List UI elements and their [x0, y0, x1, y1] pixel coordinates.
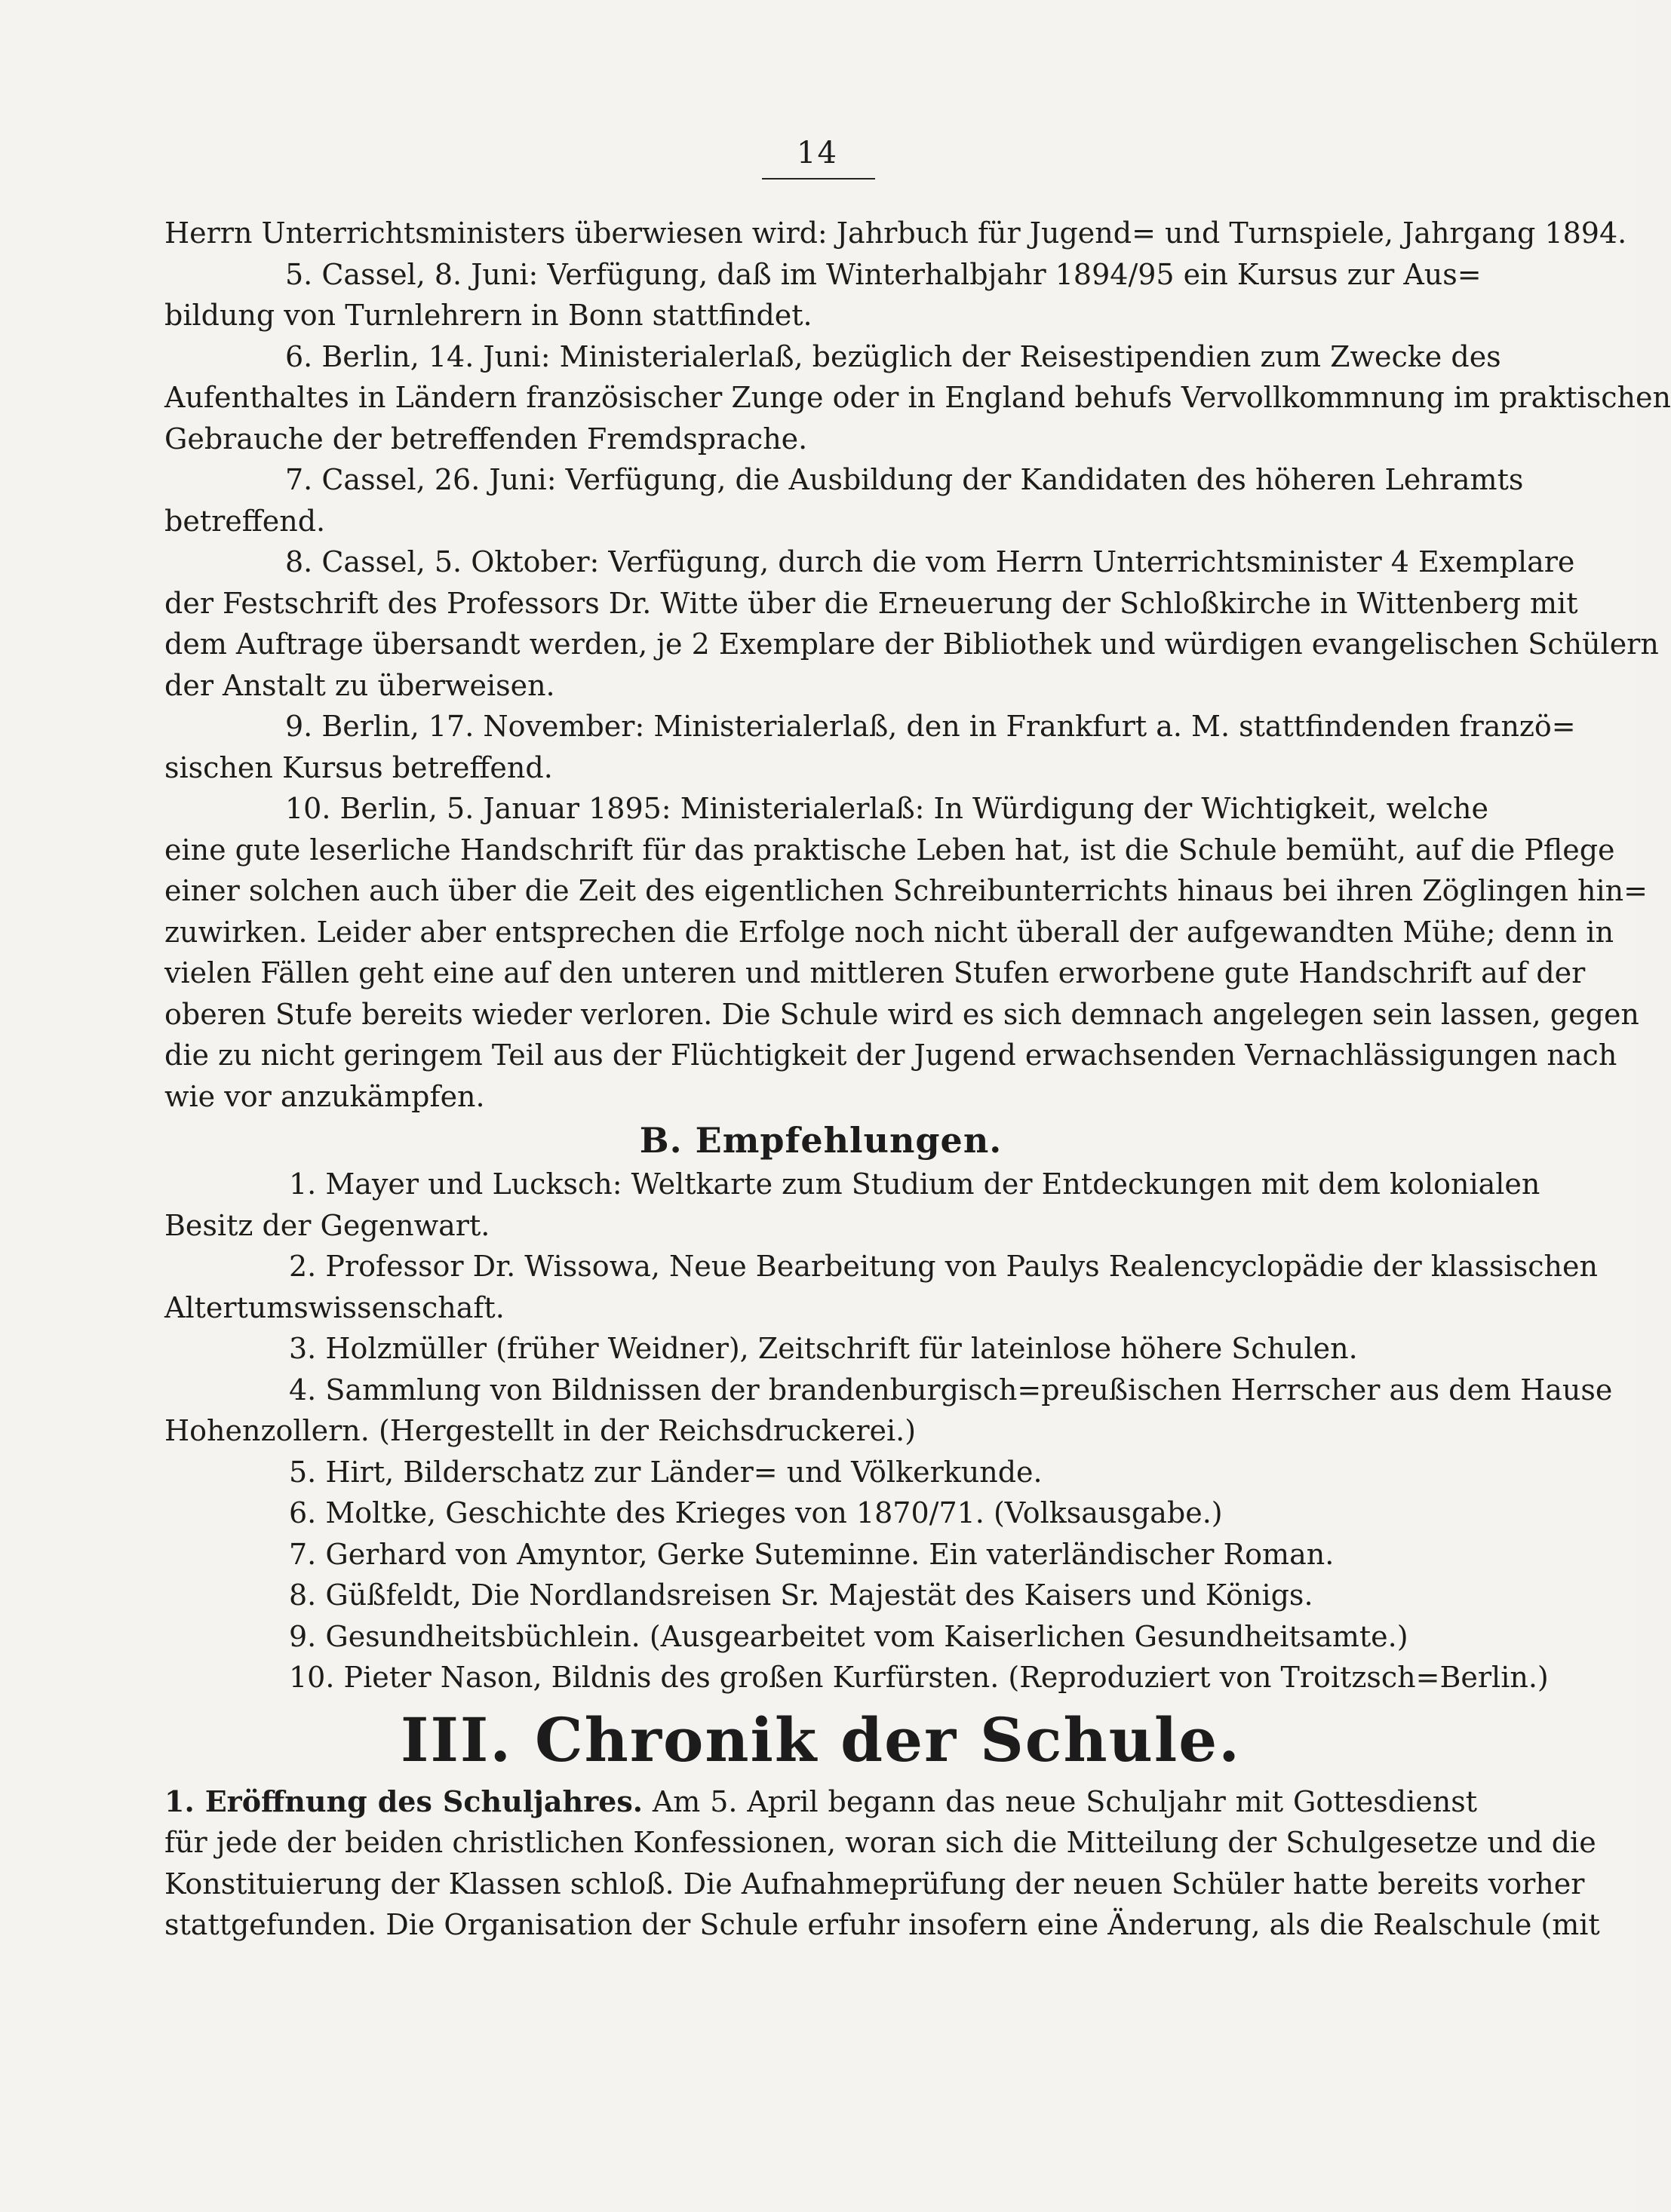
text-line: eine gute leserliche Handschrift für das praktische Leben hat, ist die Schule bemüht, auf die Pflege — [164, 833, 1615, 867]
text-line: 7. Gerhard von Amyntor, Gerke Suteminne. Ein vaterländischer Roman. — [289, 1537, 1335, 1571]
page-number-rule — [762, 178, 875, 179]
text-span: Am 5. April begann das neue Schuljahr mit Gottesdienst — [642, 1784, 1477, 1818]
text-line: 9. Gesundheitsbüchlein. (Ausgearbeitet vom Kaiserlichen Gesundheitsamte.) — [289, 1619, 1408, 1653]
text-line: 2. Professor Dr. Wissowa, Neue Bearbeitung von Paulys Realencyclopädie der klassischen — [289, 1250, 1598, 1283]
text-line: für jede der beiden christlichen Konfessionen, woran sich die Mitteilung der Schulgesetze und die — [164, 1826, 1596, 1859]
decrees-list — [164, 213, 1671, 1117]
recommendations-list — [164, 1164, 1613, 1698]
chronik-paragraph — [164, 1781, 1600, 1946]
text-line: stattgefunden. Die Organisation der Schule erfuhr insofern eine Änderung, als die Realschule (mit — [164, 1908, 1600, 1941]
text-line: Hohenzollern. (Hergestellt in der Reichsdruckerei.) — [164, 1414, 917, 1447]
text-line: 3. Holzmüller (früher Weidner), Zeitschrift für lateinlose höhere Schulen. — [289, 1332, 1358, 1365]
section-heading-empfehlungen: B. Empfehlungen. — [639, 1120, 1003, 1161]
text-line: der Festschrift des Professors Dr. Witte über die Erneuerung der Schloßkirche in Wittenberg mit — [164, 586, 1578, 620]
text-line: Konstituierung der Klassen schloß. Die Aufnahmeprüfung der neuen Schüler hatte bereits vorher — [164, 1867, 1585, 1901]
text-line: 1. Mayer und Lucksch: Weltkarte zum Studium der Entdeckungen mit dem kolonialen — [289, 1167, 1540, 1201]
page-content — [164, 213, 1671, 1946]
text-line: betreffend. — [164, 504, 326, 538]
page-number: 14 — [797, 136, 838, 170]
text-line: 10. Berlin, 5. Januar 1895: Ministerialerlaß: In Würdigung der Wichtigkeit, welche — [285, 792, 1488, 825]
text-line: 8. Güßfeldt, Die Nordlandsreisen Sr. Majestät des Kaisers und Königs. — [289, 1578, 1313, 1612]
text-line: Besitz der Gegenwart. — [164, 1208, 490, 1242]
text-line: Altertumswissenschaft. — [164, 1290, 505, 1324]
text-line: 7. Cassel, 26. Juni: Verfügung, die Ausbildung der Kandidaten des höheren Lehramts — [285, 463, 1524, 496]
text-line: vielen Fällen geht eine auf den unteren und mittleren Stufen erworbene gute Handschrift auf der — [164, 956, 1586, 989]
text-line: 5. Hirt, Bilderschatz zur Länder= und Völkerkunde. — [289, 1455, 1043, 1489]
text-line: 6. Moltke, Geschichte des Krieges von 1870/71. (Volksausgabe.) — [289, 1496, 1223, 1529]
text-line: 8. Cassel, 5. Oktober: Verfügung, durch die vom Herrn Unterrichtsminister 4 Exemplare — [285, 545, 1575, 578]
text-line: oberen Stufe bereits wieder verloren. Die Schule wird es sich demnach angelegen sein lassen, gegen — [164, 997, 1639, 1031]
text-line: einer solchen auch über die Zeit des eigentlichen Schreibunterrichts hinaus bei ihren Zöglingen hin= — [164, 874, 1648, 907]
text-line: zuwirken. Leider aber entsprechen die Erfolge noch nicht überall der aufgewandten Mühe; denn in — [164, 915, 1614, 949]
text-line: 10. Pieter Nason, Bildnis des großen Kurfürsten. (Reproduziert von Troitzsch=Berlin.) — [289, 1661, 1549, 1694]
text-line: 6. Berlin, 14. Juni: Ministerialerlaß, bezüglich der Reisestipendien zum Zwecke des — [285, 339, 1501, 373]
text-line: 5. Cassel, 8. Juni: Verfügung, daß im Winterhalbjahr 1894/95 ein Kursus zur Aus= — [285, 257, 1482, 291]
text-line: sischen Kursus betreffend. — [164, 750, 553, 784]
chapter-heading: III. Chronik der Schule. — [401, 1704, 1241, 1775]
text-line: Gebrauche der betreffenden Fremdsprache. — [164, 422, 808, 456]
text-line: der Anstalt zu überweisen. — [164, 668, 555, 702]
text-line: 4. Sammlung von Bildnissen der brandenburgisch=preußischen Herrscher aus dem Hause — [289, 1373, 1613, 1407]
text-line: 9. Berlin, 17. November: Ministerialerlaß, den in Frankfurt a. M. stattfindenden franzö= — [285, 710, 1576, 743]
text-line: Herrn Unterrichtsministers überwiesen wird: Jahrbuch für Jugend= und Turnspiele, Jahrgang 1894. — [164, 216, 1627, 250]
run-in-heading: 1. Eröffnung des Schuljahres. — [164, 1784, 643, 1818]
text-line: dem Auftrage übersandt werden, je 2 Exemplare der Bibliothek und würdigen evangelischen Schülern — [164, 627, 1659, 661]
text-line: die zu nicht geringem Teil aus der Flüchtigkeit der Jugend erwachsenden Vernachlässigungen nach — [164, 1039, 1617, 1072]
text-line — [164, 1781, 1477, 1823]
text-line: Aufenthaltes in Ländern französischer Zunge oder in England behufs Vervollkommnung im praktischen — [164, 381, 1671, 414]
text-line: bildung von Turnlehrern in Bonn stattfindet. — [164, 299, 812, 332]
text-line: wie vor anzukämpfen. — [164, 1079, 485, 1113]
